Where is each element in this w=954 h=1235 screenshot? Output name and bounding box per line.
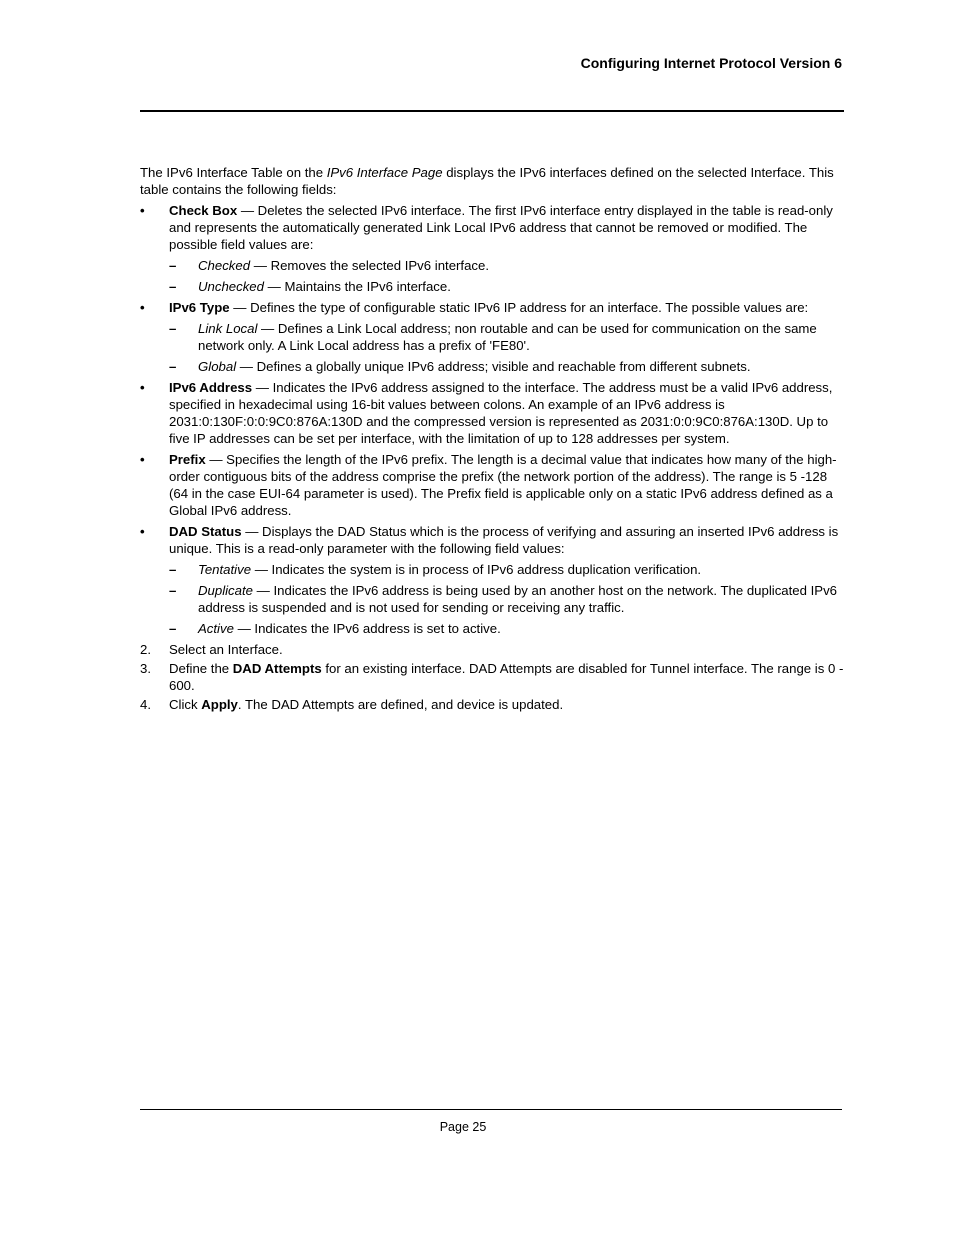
field-value-item: [169, 358, 844, 375]
field-desc: — Defines the type of configurable static IPv6 IP address for an interface. The possible values are:: [229, 300, 809, 315]
step-text: Click: [169, 697, 202, 712]
dash-marker: –: [169, 621, 177, 636]
dash-marker: –: [169, 279, 177, 294]
value-term: Global: [198, 359, 237, 374]
value-term: Active: [198, 621, 234, 636]
field-desc: — Deletes the selected IPv6 interface. The first IPv6 interface entry displayed in the table is read-only and represents the automatically generated Link Local IPv6 address that cannot be removed or modified. The possible field values are:: [169, 203, 833, 252]
dash-marker: –: [169, 562, 177, 577]
field-item-prefix: [140, 451, 844, 519]
field-term: Prefix: [169, 452, 206, 467]
header-divider: [140, 110, 844, 112]
step-item: [140, 641, 844, 658]
field-term: Check Box: [169, 203, 238, 218]
value-desc: — Defines a globally unique IPv6 address; visible and reachable from different subnets.: [236, 359, 751, 374]
field-term: IPv6 Address: [169, 380, 253, 395]
field-value-item: [169, 257, 844, 274]
intro-text-continued: displays the IPv6 interfaces defined on the selected Interface. This table contains the following fields:: [140, 165, 834, 197]
value-term: Tentative: [198, 562, 252, 577]
value-desc: — Indicates the system is in process of IPv6 address duplication verification.: [251, 562, 702, 577]
dash-marker: –: [169, 258, 177, 273]
step-item: [140, 660, 844, 694]
bullet-marker: •: [140, 380, 145, 395]
step-text-continued: . The DAD Attempts are defined, and device is updated.: [237, 697, 564, 712]
field-desc: — Displays the DAD Status which is the process of verifying and assuring an inserted IPv6 address is unique. This is a read-only parameter with the following field values:: [169, 524, 839, 556]
dash-marker: –: [169, 583, 177, 598]
field-value-list: [169, 320, 844, 375]
field-value-item: [169, 620, 844, 637]
bullet-marker: •: [140, 203, 145, 218]
value-desc: — Maintains the IPv6 interface.: [263, 279, 451, 294]
value-term: Link Local: [198, 321, 258, 336]
step-number: 4.: [140, 697, 151, 712]
step-item: [140, 696, 844, 713]
bullet-marker: •: [140, 524, 145, 539]
step-number: 3.: [140, 661, 151, 676]
procedure-steps: [140, 641, 844, 713]
field-value-item: [169, 320, 844, 354]
page-header-title: Configuring Internet Protocol Version 6: [580, 55, 842, 71]
field-desc: — Indicates the IPv6 address assigned to the interface. The address must be a valid IPv6 address, specified in hexadecimal using 16-bit values between colons. An example of an IPv6 address is 2031:0:130F:0:0:9C0:876A:130D and the compressed version is represented as 2031:0:0:9C0:876A:130D. Up to five IP addresses can be set per interface, with the limitation of up to 128 addresses per system.: [169, 380, 833, 446]
field-value-item: [169, 561, 844, 578]
intro-text: The IPv6 Interface Table on the: [140, 165, 327, 180]
field-item-check-box: [140, 202, 844, 295]
field-value-item: [169, 278, 844, 295]
field-value-list: [169, 257, 844, 295]
dash-marker: –: [169, 359, 177, 374]
value-term: Duplicate: [198, 583, 253, 598]
field-value-list: [169, 561, 844, 637]
step-bold-term: DAD Attempts: [232, 661, 322, 676]
field-list: [140, 202, 844, 637]
value-desc: — Removes the selected IPv6 interface.: [250, 258, 490, 273]
intro-paragraph: [140, 164, 844, 198]
dash-marker: –: [169, 321, 177, 336]
value-term: Checked: [198, 258, 251, 273]
intro-page-name: IPv6 Interface Page: [326, 165, 443, 180]
field-desc: — Specifies the length of the IPv6 prefix. The length is a decimal value that indicates how many of the high-order contiguous bits of the address comprise the prefix (the network portion of the address). The range is 5 -128 (64 in the case EUI-64 parameter is used). The Prefix field is applicable only on a static IPv6 address defined as a Global IPv6 address.: [169, 452, 837, 518]
page-number: Page 25: [439, 1120, 487, 1134]
step-text-continued: for an existing interface. DAD Attempts are disabled for Tunnel interface. The range is 0 - 600.: [169, 661, 844, 693]
step-bold-term: Apply: [201, 697, 238, 712]
step-number: 2.: [140, 642, 151, 657]
body-content: [140, 164, 844, 715]
field-term: IPv6 Type: [169, 300, 230, 315]
bullet-marker: •: [140, 300, 145, 315]
field-value-item: [169, 582, 844, 616]
step-text: Select an Interface.: [169, 642, 283, 657]
bullet-marker: •: [140, 452, 145, 467]
field-item-ipv6-type: [140, 299, 844, 375]
value-term: Unchecked: [198, 279, 264, 294]
value-desc: — Indicates the IPv6 address is set to active.: [233, 621, 501, 636]
footer-divider: [140, 1109, 842, 1110]
step-text: Define the: [169, 661, 233, 676]
field-term: DAD Status: [169, 524, 242, 539]
value-desc: — Indicates the IPv6 address is being used by an another host on the network. The duplicated IPv6 address is suspended and is not used for sending or receiving any traffic.: [198, 583, 838, 615]
field-item-ipv6-address: [140, 379, 844, 447]
value-desc: — Defines a Link Local address; non routable and can be used for communication on the same network only. A Link Local address has a prefix of 'FE80'.: [198, 321, 817, 353]
field-item-dad-status: [140, 523, 844, 637]
